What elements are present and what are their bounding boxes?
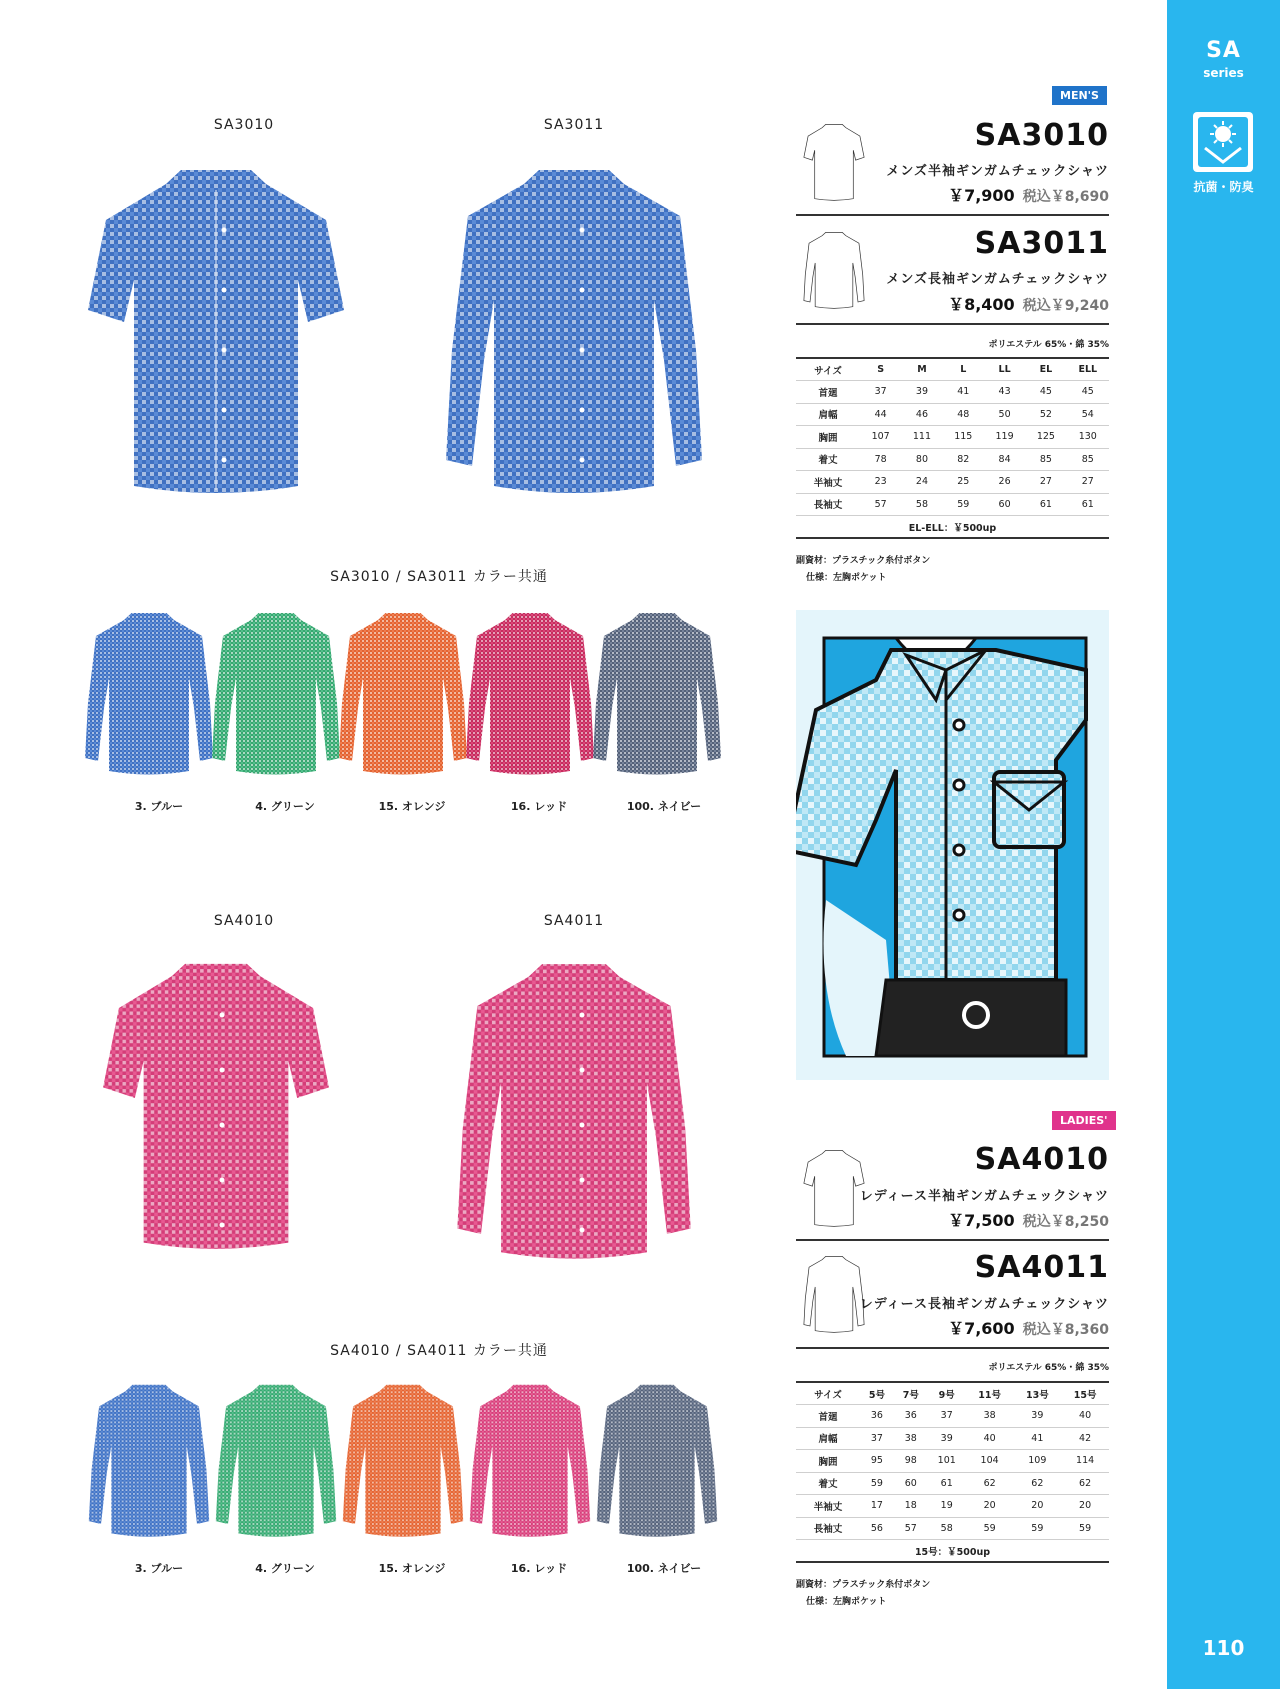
- row-header: 首廻: [818, 387, 838, 399]
- table-cell: 54: [1081, 408, 1094, 420]
- row-header: 肩幅: [818, 410, 838, 422]
- row-header: 首廻: [818, 1411, 838, 1423]
- shirt-illustration: [796, 610, 1109, 1080]
- swatch-orange: [337, 608, 469, 778]
- photo-label-sa4011: SA4011: [543, 913, 605, 929]
- price: ￥7,500: [948, 1211, 1015, 1230]
- price: ￥7,900: [948, 186, 1015, 205]
- table-cell: 23: [874, 476, 887, 488]
- table-cell: 59: [1031, 1522, 1044, 1534]
- series-label: series: [1203, 66, 1244, 80]
- table-cell: 85: [1081, 453, 1094, 465]
- table-cell: 109: [1028, 1455, 1047, 1467]
- material-mens: ポリエステル 65%・綿 35%: [988, 340, 1109, 350]
- table-row: [796, 448, 1109, 471]
- long-sleeve-shirt-icon: [796, 230, 872, 310]
- table-header-row: [796, 1382, 1109, 1405]
- table-cell: 84: [998, 453, 1011, 465]
- table-note-row: [796, 1540, 1109, 1563]
- swatch-green: [210, 608, 342, 778]
- table-cell: 41: [957, 386, 970, 398]
- table-cell: 59: [983, 1522, 996, 1534]
- short-sleeve-shirt-icon: [796, 122, 872, 202]
- divider: [796, 323, 1109, 325]
- table-cell: 59: [957, 498, 970, 510]
- table-cell: 50: [998, 408, 1011, 420]
- mens-color-common-label: SA3010 / SA3011 カラー共通: [330, 569, 548, 585]
- swatch-label: 15. オレンジ: [378, 800, 446, 813]
- material-ladies: ポリエステル 65%・綿 35%: [988, 1363, 1109, 1373]
- table-cell: 27: [1081, 476, 1094, 488]
- table-row: [796, 493, 1109, 516]
- ladies-color-common-label: SA4010 / SA4011 カラー共通: [330, 1343, 548, 1359]
- page-number: 110: [1202, 1636, 1245, 1660]
- table-cell: 58: [915, 498, 929, 510]
- table-cell: 60: [998, 498, 1011, 510]
- table-row: [796, 426, 1109, 449]
- row-header: 肩幅: [818, 1434, 838, 1446]
- swatch-navy: [591, 608, 723, 778]
- table-cell: 19: [940, 1500, 953, 1512]
- price: ￥7,600: [948, 1319, 1015, 1338]
- tax-price: 税込￥8,360: [1022, 1322, 1109, 1338]
- table-header: サイズ: [814, 365, 842, 377]
- table-cell: 18: [904, 1500, 917, 1512]
- photo-label-sa3011: SA3011: [543, 117, 605, 133]
- divider: [796, 1347, 1109, 1349]
- table-cell: 45: [1081, 386, 1094, 398]
- table-header: S: [877, 364, 885, 375]
- swatch-label: 4. グリーン: [255, 1562, 315, 1575]
- table-cell: 85: [1039, 453, 1052, 465]
- table-cell: 78: [874, 453, 887, 465]
- table-row: [796, 1472, 1109, 1495]
- product-price-sa3011: [948, 292, 1109, 315]
- table-cell: 44: [874, 408, 887, 420]
- table-header: 5号: [868, 1389, 885, 1401]
- table-header: ELL: [1078, 364, 1098, 375]
- swatch-label: 16. レッド: [510, 1562, 568, 1575]
- tax-price: 税込￥8,250: [1022, 1214, 1109, 1230]
- table-cell: 101: [937, 1455, 956, 1467]
- table-cell: 62: [1079, 1477, 1092, 1489]
- table-cell: 26: [998, 476, 1011, 488]
- antibacterial-icon: [1193, 112, 1253, 172]
- table-cell: 61: [1081, 498, 1094, 510]
- table-cell: 115: [954, 431, 973, 443]
- table-header: L: [960, 364, 967, 375]
- table-cell: 37: [870, 1432, 883, 1444]
- row-header: 着丈: [818, 1479, 838, 1491]
- table-cell: 36: [904, 1410, 917, 1422]
- table-cell: 56: [870, 1522, 883, 1534]
- price: ￥8,400: [948, 295, 1015, 314]
- swatch-label: 3. ブルー: [134, 800, 184, 813]
- product-model-sa3010: SA3010: [974, 118, 1109, 153]
- table-header: EL: [1039, 364, 1053, 375]
- table-cell: 40: [983, 1432, 996, 1444]
- table-header: 9号: [938, 1389, 955, 1401]
- table-cell: 82: [957, 453, 970, 465]
- product-name-sa3010: メンズ半袖ギンガムチェックシャツ: [886, 164, 1109, 179]
- table-cell: 39: [940, 1432, 953, 1444]
- table-cell: 38: [983, 1410, 996, 1422]
- table-cell: 130: [1078, 431, 1097, 443]
- size-table-mens: [796, 357, 1109, 539]
- shirt-photo-sa3010: [86, 160, 346, 505]
- table-cell: 52: [1039, 408, 1052, 420]
- divider: [796, 214, 1109, 216]
- table-cell: 57: [904, 1522, 917, 1534]
- product-model-sa4011: SA4011: [974, 1250, 1109, 1285]
- photo-label-sa4010: SA4010: [213, 913, 275, 929]
- shirt-photo-sa3011: [436, 160, 712, 505]
- tax-price: 税込￥8,690: [1022, 189, 1109, 205]
- table-header: 7号: [902, 1389, 919, 1401]
- row-header: 長袖丈: [813, 500, 843, 512]
- table-cell: 43: [998, 386, 1011, 398]
- table-cell: 59: [1079, 1522, 1092, 1534]
- swatch-green: [210, 1380, 342, 1540]
- table-cell: 57: [874, 498, 887, 510]
- table-cell: 107: [871, 431, 890, 443]
- table-cell: 37: [874, 386, 887, 398]
- table-cell: 114: [1076, 1455, 1095, 1467]
- table-row: [796, 1495, 1109, 1518]
- product-name-sa3011: メンズ長袖ギンガムチェックシャツ: [886, 272, 1109, 287]
- table-cell: 25: [957, 476, 970, 488]
- table-cell: 20: [983, 1500, 996, 1512]
- tax-price: 税込￥9,240: [1022, 298, 1109, 314]
- table-row: [796, 1517, 1109, 1540]
- product-name-sa4011: レディース長袖ギンガムチェックシャツ: [859, 1297, 1109, 1312]
- spec-pocket: 仕様：左胸ポケット: [806, 573, 887, 583]
- swatch-blue: [83, 608, 215, 778]
- table-header: 11号: [978, 1389, 1001, 1401]
- product-price-sa4010: [948, 1208, 1109, 1231]
- table-row: [796, 381, 1109, 404]
- table-header: LL: [998, 364, 1011, 375]
- swatch-red: [464, 1380, 596, 1540]
- size-note: EL-ELL：￥500up: [908, 522, 997, 534]
- table-cell: 39: [1031, 1410, 1044, 1422]
- table-cell: 38: [904, 1432, 917, 1444]
- table-cell: 98: [904, 1455, 917, 1467]
- table-note-row: [796, 516, 1109, 539]
- table-row: [796, 403, 1109, 426]
- product-model-sa3011: SA3011: [974, 226, 1109, 261]
- table-cell: 48: [957, 408, 970, 420]
- divider: [796, 1239, 1109, 1241]
- swatch-label: 4. グリーン: [255, 800, 315, 813]
- table-header: M: [917, 364, 927, 375]
- spec-pocket: 仕様：左胸ポケット: [806, 1597, 887, 1607]
- row-header: 半袖丈: [813, 477, 843, 489]
- table-cell: 40: [1079, 1410, 1092, 1422]
- table-cell: 41: [1031, 1432, 1044, 1444]
- swatch-label: 100. ネイビー: [626, 1562, 702, 1575]
- product-model-sa4010: SA4010: [974, 1142, 1109, 1177]
- table-cell: 24: [915, 476, 929, 488]
- table-cell: 111: [912, 431, 932, 443]
- table-cell: 58: [940, 1522, 953, 1534]
- swatch-label: 16. レッド: [510, 800, 568, 813]
- table-cell: 42: [1079, 1432, 1092, 1444]
- mens-badge: MEN'S: [1052, 86, 1107, 105]
- table-header: 15号: [1073, 1389, 1097, 1401]
- table-cell: 104: [980, 1455, 999, 1467]
- swatch-navy: [591, 1380, 723, 1540]
- table-cell: 46: [915, 408, 929, 420]
- ladies-badge: LADIES': [1052, 1111, 1116, 1130]
- row-header: 半袖丈: [813, 1501, 843, 1513]
- swatch-blue: [83, 1380, 215, 1540]
- shirt-photo-sa4011: [432, 955, 716, 1270]
- product-name-sa4010: レディース半袖ギンガムチェックシャツ: [859, 1189, 1109, 1204]
- table-cell: 60: [904, 1477, 917, 1489]
- swatch-label: 3. ブルー: [134, 1562, 184, 1575]
- table-cell: 80: [915, 453, 929, 465]
- swatch-orange: [337, 1380, 469, 1540]
- swatch-red: [464, 608, 596, 778]
- table-cell: 119: [995, 431, 1014, 443]
- spec-material: 副資材：プラスチック糸付ボタン: [796, 556, 931, 566]
- swatch-label: 100. ネイビー: [626, 800, 702, 813]
- table-cell: 95: [870, 1455, 883, 1467]
- table-cell: 125: [1036, 431, 1055, 443]
- swatch-label: 15. オレンジ: [378, 1562, 446, 1575]
- table-cell: 20: [1031, 1500, 1044, 1512]
- table-cell: 62: [1031, 1477, 1044, 1489]
- table-cell: 39: [915, 386, 929, 398]
- table-cell: 61: [940, 1477, 953, 1489]
- row-header: 長袖丈: [813, 1524, 843, 1536]
- photo-label-sa3010: SA3010: [213, 117, 275, 133]
- table-row: [796, 471, 1109, 494]
- table-cell: 17: [870, 1500, 883, 1512]
- row-header: 胸囲: [818, 432, 838, 444]
- table-row: [796, 1405, 1109, 1428]
- table-cell: 61: [1039, 498, 1052, 510]
- table-header: 13号: [1025, 1389, 1049, 1401]
- row-header: 着丈: [818, 455, 838, 467]
- series-sidebar: [1167, 0, 1280, 1689]
- product-price-sa4011: [948, 1316, 1109, 1339]
- feature-label: 抗菌・防臭: [1193, 180, 1254, 194]
- table-cell: 36: [870, 1410, 883, 1422]
- size-table-ladies: [796, 1381, 1109, 1563]
- table-cell: 45: [1039, 386, 1052, 398]
- row-header: 胸囲: [818, 1456, 838, 1468]
- shirt-photo-sa4010: [96, 955, 336, 1255]
- table-cell: 27: [1039, 476, 1052, 488]
- spec-material: 副資材：プラスチック糸付ボタン: [796, 1580, 931, 1590]
- table-cell: 59: [870, 1477, 883, 1489]
- table-cell: 37: [940, 1410, 953, 1422]
- table-cell: 20: [1079, 1500, 1092, 1512]
- table-row: [796, 1427, 1109, 1450]
- table-header-row: [796, 358, 1109, 381]
- product-price-sa3010: [948, 183, 1109, 206]
- table-cell: 62: [983, 1477, 996, 1489]
- series-code: SA: [1206, 38, 1241, 63]
- size-note: 15号：￥500up: [914, 1546, 991, 1558]
- table-row: [796, 1450, 1109, 1473]
- table-header: サイズ: [814, 1389, 842, 1401]
